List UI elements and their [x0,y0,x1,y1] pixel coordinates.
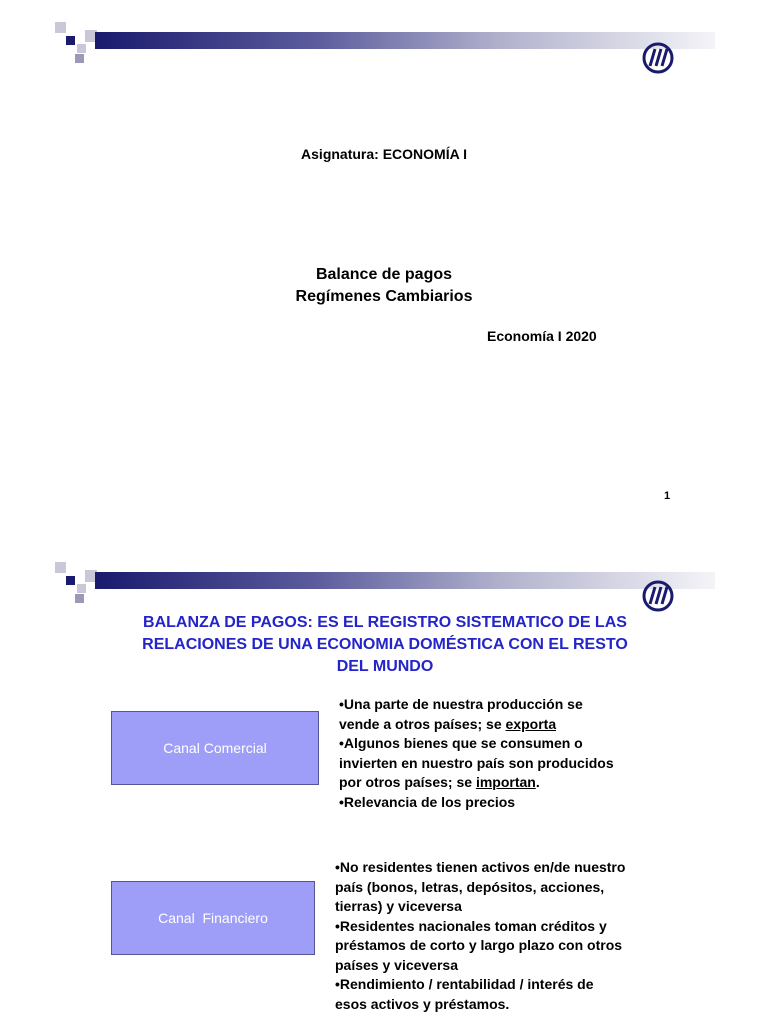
bullet-line: préstamos de corto y largo plazo con otros [335,937,623,953]
course-year: Economía I 2020 [487,328,597,344]
canal-comercial-box: Canal Comercial [111,711,319,785]
university-logo-icon [640,40,676,76]
bullet-line: •Una parte de nuestra producción se [339,696,583,712]
bullet-line: invierten en nuestro país son producidos [339,754,614,771]
bullet-line: •Relevancia de los precios [339,793,516,810]
title-line-2: Regímenes Cambiarios [295,288,473,305]
bullet-line: •Rendimiento / rentabilidad / interés de [335,976,594,992]
bullet-line: tierras) y viceversa [335,898,462,914]
title-line-1: Balance de pagos [315,266,453,283]
page-number: 1 [664,490,671,502]
header-decoration [55,562,715,604]
bullet-line: esos activos y préstamos. [335,995,510,1012]
heading-line-1: BALANZA DE PAGOS: ES EL REGISTRO SISTEMATICO DE LAS [143,614,627,631]
university-logo-icon [640,578,676,614]
heading-line-3: DEL MUNDO [336,658,434,675]
slide-heading [60,612,710,678]
bullet-line: país (bonos, letras, depósitos, acciones, [335,878,605,895]
subject-label: Asignatura: ECONOMÍA I [301,146,467,162]
bullet-line: países y viceversa [335,956,458,973]
heading-line-2: RELACIONES DE UNA ECONOMIA DOMÉSTICA CON EL RESTO [142,636,628,653]
bullet-line: •Residentes nacionales toman créditos y [335,917,607,934]
bullet-line: vende a otros países; se exporta [339,715,557,732]
exporta-term: exporta [505,715,557,732]
bullet-line: por otros países; se importan. [339,774,540,790]
canal-financiero-box: Canal Financiero [111,881,315,955]
header-gradient-bar [95,32,715,49]
canal-financiero-bullets [335,858,625,1014]
slide-2 [0,540,768,1024]
bullet-line: •No residentes tienen activos en/de nuestro [335,859,626,875]
canal-comercial-bullets [339,695,614,812]
importan-term: importan [475,774,536,790]
presentation-title [0,264,768,308]
bullet-line: •Algunos bienes que se consumen o [339,735,583,751]
header-gradient-bar [95,572,715,589]
header-decoration [55,22,715,64]
